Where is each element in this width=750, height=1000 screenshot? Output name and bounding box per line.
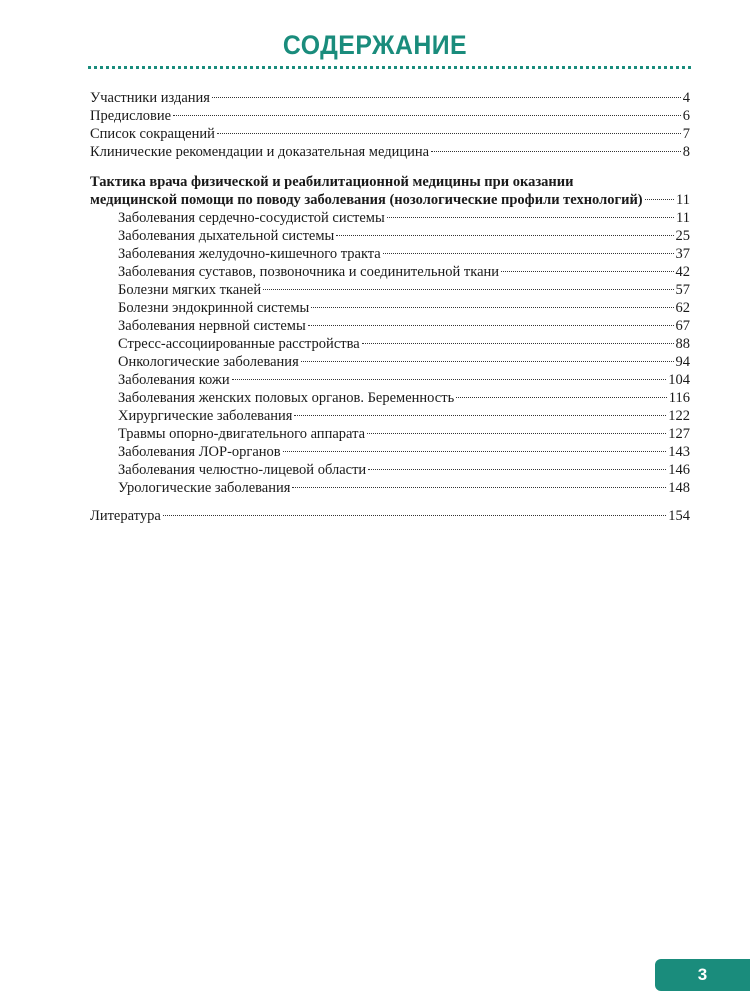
toc-subsection-entry[interactable] — [90, 425, 690, 443]
toc-entry-title: Стресс-ассоциированные расстройства — [118, 336, 360, 352]
toc-leader-dots — [292, 487, 666, 488]
toc-subsection-entry[interactable] — [90, 335, 690, 353]
toc-subsection-entry[interactable] — [90, 461, 690, 479]
page-title: СОДЕРЖАНИЕ — [282, 30, 468, 60]
toc-section-page: 11 — [676, 192, 690, 208]
toc-entry-page: 88 — [675, 336, 690, 352]
toc-subsection-entry[interactable] — [90, 371, 690, 389]
toc-subsection-entry[interactable] — [90, 281, 690, 299]
toc-leader-dots — [212, 97, 681, 98]
toc-leader-dots — [283, 451, 667, 452]
toc-subsection-entry[interactable] — [90, 209, 690, 227]
toc-leader-dots — [645, 199, 674, 200]
toc-entry-title: Болезни эндокринной системы — [118, 300, 310, 316]
title-dotted-rule — [88, 66, 691, 69]
spacer — [90, 497, 690, 507]
toc-entry-title: Заболевания челюстно-лицевой области — [118, 462, 367, 478]
toc-leader-dots — [301, 361, 674, 362]
toc-entry-page: 11 — [676, 210, 690, 226]
toc-entry-page: 154 — [668, 508, 690, 524]
toc-entry-title: Заболевания суставов, позвоночника и соединительной ткани — [118, 264, 500, 280]
toc-entry-page: 6 — [682, 108, 690, 124]
toc-entry-page: 146 — [668, 462, 690, 478]
toc-entry-contributors[interactable] — [90, 89, 690, 107]
toc-entry-title: Заболевания ЛОР-органов — [118, 444, 281, 460]
toc-entry-title: Предисловие — [90, 108, 172, 124]
toc-leader-dots — [232, 379, 667, 380]
toc-leader-dots — [456, 397, 667, 398]
toc-entry-page: 116 — [668, 390, 690, 406]
toc-entry-preface[interactable] — [90, 107, 690, 125]
toc-entry-page: 7 — [682, 126, 690, 142]
toc-leader-dots — [217, 133, 681, 134]
toc-entry-title: Хирургические заболевания — [118, 408, 293, 424]
toc-entry-title: Заболевания желудочно-кишечного тракта — [118, 246, 381, 262]
toc-subsection-entry[interactable] — [90, 317, 690, 335]
toc-leader-dots — [163, 515, 666, 516]
toc-leader-dots — [263, 289, 673, 290]
toc-entry-title: Травмы опорно-двигательного аппарата — [118, 426, 366, 442]
toc-leader-dots — [367, 433, 666, 434]
toc-entry-page: 25 — [675, 228, 690, 244]
toc-subsection-entry[interactable] — [90, 263, 690, 281]
toc-subsection-entry[interactable] — [90, 245, 690, 263]
toc-leader-dots — [387, 217, 674, 218]
toc-section-title-line1: Тактика врача физической и реабилитационной медицины при оказании — [90, 174, 574, 190]
table-of-contents — [90, 89, 690, 525]
toc-leader-dots — [294, 415, 666, 416]
toc-leader-dots — [362, 343, 674, 344]
toc-entry-abbreviations[interactable] — [90, 125, 690, 143]
toc-entry-page: 122 — [668, 408, 690, 424]
toc-entry-title: Заболевания кожи — [118, 372, 230, 388]
toc-entry-clinical-guidelines[interactable] — [90, 143, 690, 161]
toc-subsection-entry[interactable] — [90, 299, 690, 317]
toc-entry-title: Урологические заболевания — [118, 480, 291, 496]
toc-subsection-entry[interactable] — [90, 353, 690, 371]
toc-leader-dots — [308, 325, 674, 326]
toc-entry-page: 104 — [668, 372, 690, 388]
toc-entry-page: 4 — [682, 90, 690, 106]
toc-entry-title: Клинические рекомендации и доказательная медицина — [90, 144, 430, 160]
toc-entry-literature[interactable] — [90, 507, 690, 525]
toc-leader-dots — [368, 469, 666, 470]
toc-entry-title: Онкологические заболевания — [118, 354, 299, 370]
toc-entry-page: 148 — [668, 480, 690, 496]
toc-section-heading[interactable] — [90, 173, 690, 209]
toc-entry-page: 94 — [675, 354, 690, 370]
toc-leader-dots — [336, 235, 673, 236]
toc-leader-dots — [383, 253, 674, 254]
toc-section-title-line2: медицинской помощи по поводу заболевания (нозологические профили технологий) — [90, 192, 643, 208]
toc-subsection-entry[interactable] — [90, 479, 690, 497]
toc-entry-page: 62 — [675, 300, 690, 316]
toc-entry-page: 57 — [675, 282, 690, 298]
toc-leader-dots — [501, 271, 673, 272]
toc-entry-title: Список сокращений — [90, 126, 215, 142]
toc-entry-page: 67 — [675, 318, 690, 334]
toc-entry-page: 8 — [682, 144, 690, 160]
toc-subsection-list — [90, 209, 690, 497]
toc-entry-page: 42 — [675, 264, 690, 280]
toc-entry-title: Болезни мягких тканей — [118, 282, 262, 298]
toc-entry-title: Участники издания — [90, 90, 210, 106]
toc-leader-dots — [431, 151, 681, 152]
spacer — [90, 161, 690, 173]
toc-entry-title: Заболевания сердечно-сосудистой системы — [118, 210, 385, 226]
toc-entry-title: Заболевания дыхательной системы — [118, 228, 335, 244]
toc-leader-dots — [311, 307, 673, 308]
toc-entry-page: 143 — [668, 444, 690, 460]
toc-leader-dots — [173, 115, 681, 116]
toc-subsection-entry[interactable] — [90, 227, 690, 245]
page-number-tab: 3 — [655, 959, 750, 991]
toc-subsection-entry[interactable] — [90, 389, 690, 407]
toc-entry-title: Заболевания женских половых органов. Беременность — [118, 390, 455, 406]
toc-entry-title: Заболевания нервной системы — [118, 318, 306, 334]
toc-subsection-entry[interactable] — [90, 443, 690, 461]
toc-subsection-entry[interactable] — [90, 407, 690, 425]
toc-entry-page: 127 — [668, 426, 690, 442]
toc-entry-title: Литература — [90, 508, 161, 524]
toc-entry-page: 37 — [675, 246, 690, 262]
